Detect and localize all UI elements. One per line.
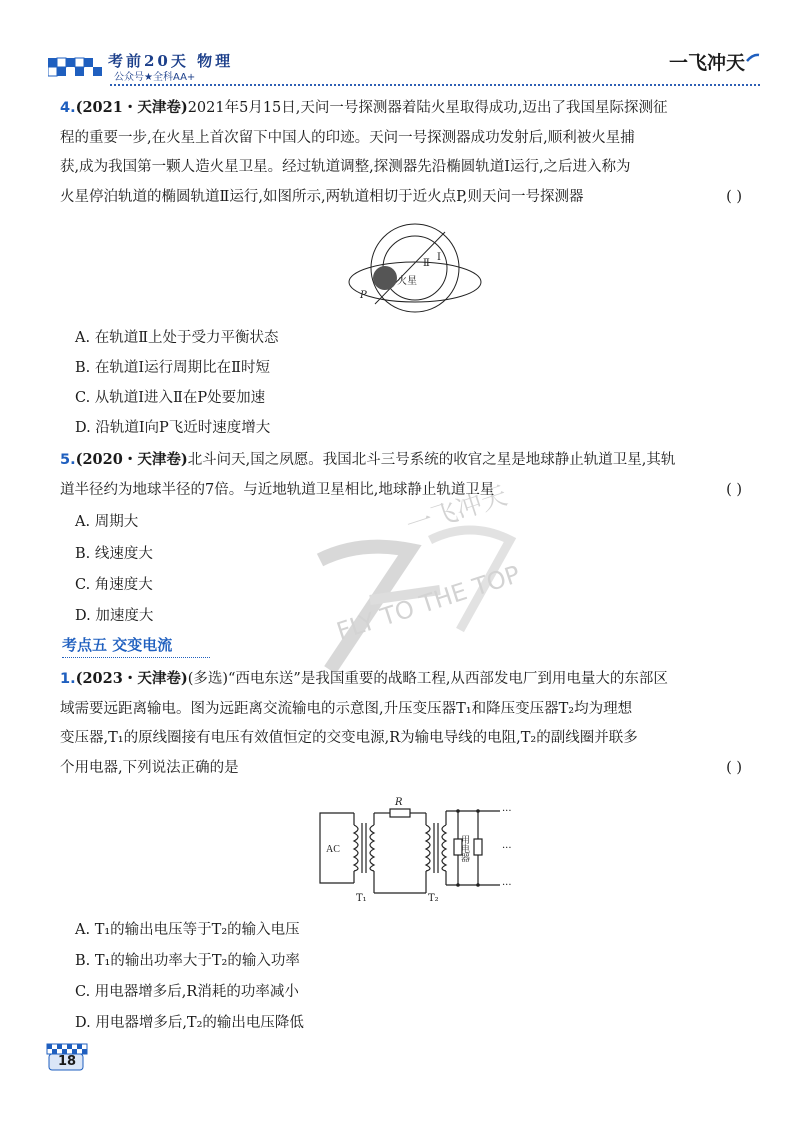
- q4-option-a: A. 在轨道Ⅱ上处于受力平衡状态: [75, 330, 279, 346]
- book-subtitle: 公众号★全科AA+: [114, 72, 196, 83]
- question-source: (2023・天津卷): [75, 670, 188, 687]
- mid-dots: ···: [502, 843, 512, 854]
- question-4-line-2: 程的重要一步,在火星上首次留下中国人的印迹。天问一号探测器成功发射后,顺利被火星捕: [60, 129, 635, 146]
- device-label: 用电器: [459, 835, 469, 862]
- question-5-line-2: 道半径约为地球半径的7倍。与近地轨道卫星相比,地球静止轨道卫星 ( ): [60, 476, 760, 506]
- checker-logo-icon: [48, 50, 104, 80]
- point-p-label: P: [360, 290, 367, 301]
- question-1-line-3: 变压器,T₁的原线圈接有电压有效值恒定的交变电源,R为输电导线的电阻,T₂的副线圈并联多: [60, 730, 638, 746]
- transmission-circuit-figure: [310, 795, 530, 905]
- mars-planet: [373, 266, 397, 290]
- swoosh-icon: [746, 52, 760, 66]
- q5-option-a: A. 周期大: [75, 514, 139, 530]
- question-4-line-4: 火星停泊轨道的椭圆轨道Ⅱ运行,如图所示,两轨道相切于近火点P,则天问一号探测器 ( ): [60, 183, 760, 213]
- orbit-1-label: Ⅰ: [437, 252, 441, 263]
- question-1-line-2: 域需要远距离输电。图为远距离交流输电的示意图,升压变压器T₁和降压变压器T₂均为理想: [60, 700, 633, 717]
- q5-option-b: B. 线速度大: [75, 546, 153, 562]
- brand-logo-text: 一飞冲天: [668, 52, 745, 74]
- watermark-cn: 一飞冲天: [402, 480, 512, 542]
- q4-option-b: B. 在轨道Ⅰ运行周期比在Ⅱ时短: [75, 360, 270, 376]
- section-underline: [62, 657, 210, 658]
- page-header: [0, 0, 800, 83]
- question-number: 4.: [60, 100, 76, 116]
- section-heading: 考点五 交变电流: [62, 636, 173, 654]
- q1-option-c: C. 用电器增多后,R消耗的功率减小: [75, 984, 299, 1000]
- q1-option-a: A. T₁的输出电压等于T₂的输入电压: [75, 922, 300, 938]
- q4-option-d: D. 沿轨道Ⅰ向P飞近时速度增大: [75, 420, 271, 436]
- t2-label: T₂: [428, 893, 439, 904]
- question-5-line-1: 5.(2020・天津卷)北斗问天,国之夙愿。我国北斗三号系统的收官之星是地球静止轨道卫星,其轨: [60, 451, 676, 468]
- question-4: [60, 93, 760, 212]
- q1-option-b: B. T₁的输出功率大于T₂的输入功率: [75, 953, 300, 969]
- q5-option-c: C. 角速度大: [75, 577, 153, 593]
- question-1-line-1: 1.(2023・天津卷)(多选)“西电东送”是我国重要的战略工程,从西部发电厂到用电量大的东部区: [60, 670, 668, 687]
- question-5: [60, 445, 760, 505]
- ac-label: AC: [326, 844, 340, 855]
- header-divider: [110, 84, 760, 86]
- watermark-logo: [300, 480, 560, 680]
- bottom-dots: ···: [502, 880, 512, 891]
- top-dots: ···: [502, 806, 512, 817]
- q5-option-d: D. 加速度大: [75, 608, 154, 624]
- question-number: 5.: [60, 452, 76, 468]
- t1-label: T₁: [356, 893, 367, 904]
- answer-paren: ( ): [726, 759, 742, 776]
- q4-option-c: C. 从轨道Ⅰ进入Ⅱ在P处要加速: [75, 390, 266, 406]
- question-source: (2020・天津卷): [75, 451, 188, 468]
- answer-paren: ( ): [726, 481, 742, 498]
- q1-option-d: D. 用电器增多后,T₂的输出电压降低: [75, 1015, 304, 1031]
- page-number: 18: [58, 1054, 77, 1069]
- watermark-en: FLY TO THE TOP: [333, 560, 524, 646]
- orbit-2-label: Ⅱ: [423, 258, 430, 269]
- question-4-line-1: 4.(2021・天津卷)2021年5月15日,天问一号探测器着陆火星取得成功,迈出了我国星际探测征: [60, 99, 668, 116]
- question-4-line-3: 获,成为我国第一颗人造火星卫星。经过轨道调整,探测器先沿椭圆轨道Ⅰ运行,之后进入称为: [60, 159, 631, 175]
- book-title: 考前20天 物理: [108, 52, 234, 70]
- question-number: 1.: [60, 671, 76, 687]
- question-1: [60, 664, 760, 783]
- mars-orbit-figure: [345, 220, 485, 320]
- planet-label: 火星: [397, 276, 417, 287]
- resistor-r-label: R: [395, 797, 403, 808]
- question-1-line-4: 个用电器,下列说法正确的是 ( ): [60, 754, 760, 784]
- question-source: (2021・天津卷): [75, 99, 188, 116]
- answer-paren: ( ): [726, 188, 742, 205]
